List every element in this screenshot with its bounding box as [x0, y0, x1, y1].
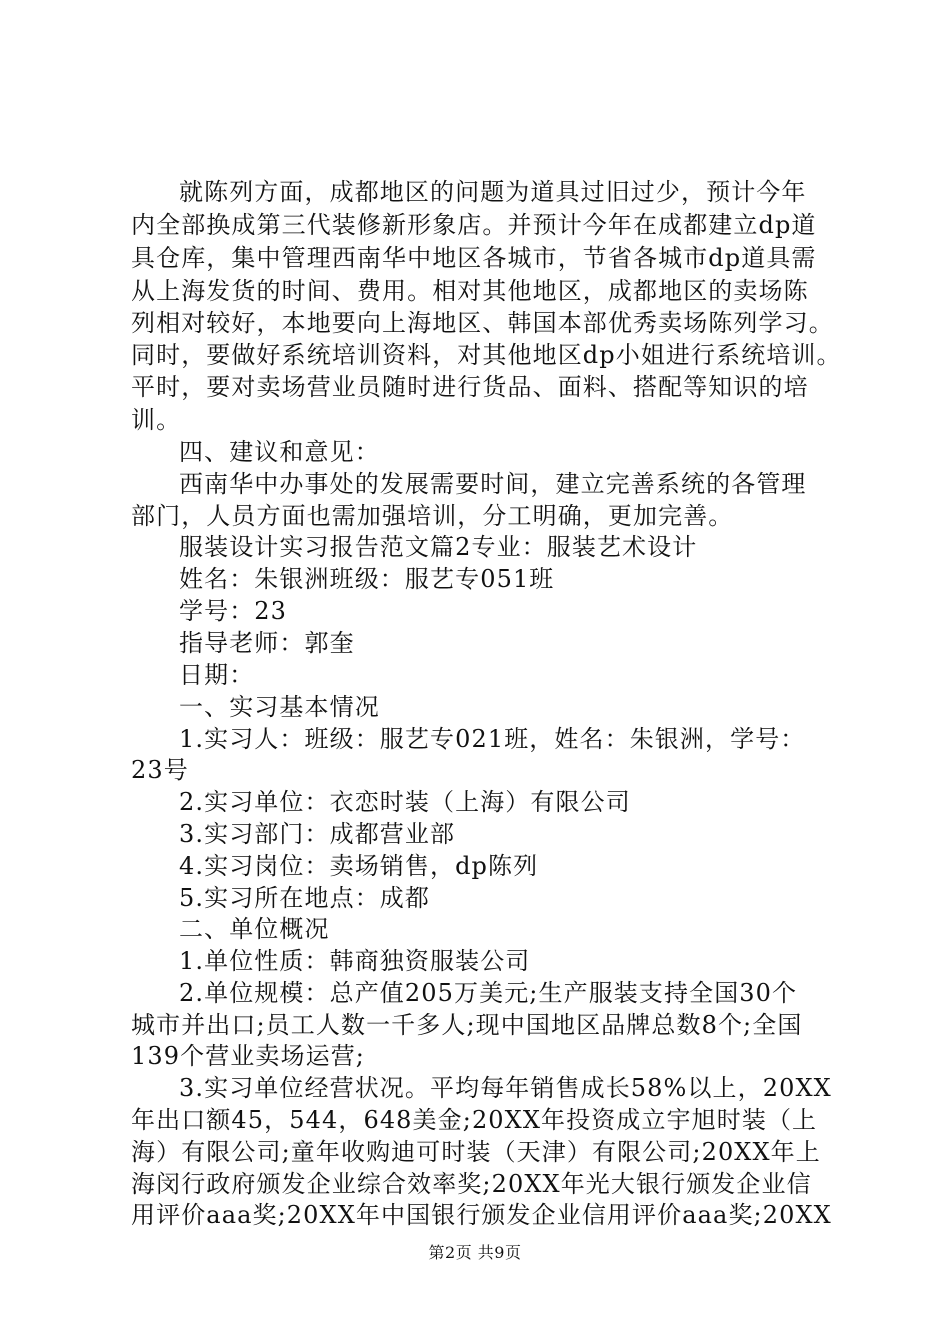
paragraph-line: 服装设计实习报告范文篇2专业：服装艺术设计 — [179, 533, 698, 561]
paragraph-line: 1.实习人：班级：服艺专021班，姓名：朱银洲，学号： — [179, 725, 806, 753]
paragraph-line: 日期： — [179, 661, 255, 689]
paragraph-line: 139个营业卖场运营; — [131, 1042, 365, 1070]
section-heading: 一、实习基本情况 — [179, 693, 380, 721]
paragraph-line: 3.实习单位经营状况。平均每年销售成长58%以上，20XX — [179, 1074, 832, 1102]
paragraph-line: 姓名：朱银洲班级：服艺专051班 — [179, 565, 555, 593]
paragraph-line: 指导老师：郭奎 — [179, 629, 355, 657]
paragraph-line: 3.实习部门：成都营业部 — [179, 820, 456, 848]
paragraph-line: 列相对较好，本地要向上海地区、韩国本部优秀卖场陈列学习。 — [131, 309, 834, 337]
paragraph-line: 从上海发货的时间、费用。相对其他地区，成都地区的卖场陈 — [131, 277, 809, 305]
section-heading: 二、单位概况 — [179, 915, 330, 943]
paragraph-line: 用评价aaa奖;20XX年中国银行颁发企业信用评价aaa奖;20XX — [131, 1201, 832, 1229]
paragraph-line: 2.实习单位：衣恋时装（上海）有限公司 — [179, 788, 631, 816]
paragraph-line: 就陈列方面，成都地区的问题为道具过旧过少，预计今年 — [179, 178, 807, 206]
paragraph-line: 训。 — [131, 406, 182, 434]
paragraph-line: 学号：23 — [179, 597, 288, 625]
paragraph-line: 海闵行政府颁发企业综合效率奖;20XX年光大银行颁发企业信 — [131, 1170, 812, 1198]
paragraph-line: 平时，要对卖场营业员随时进行货品、面料、搭配等知识的培 — [131, 373, 809, 401]
paragraph-line: 23号 — [131, 756, 189, 784]
paragraph-line: 4.实习岗位：卖场销售，dp陈列 — [179, 852, 539, 880]
paragraph-line: 同时，要做好系统培训资料，对其他地区dp小姐进行系统培训。 — [131, 341, 842, 369]
paragraph-line: 5.实习所在地点：成都 — [179, 884, 430, 912]
paragraph-line: 部门，人员方面也需加强培训，分工明确，更加完善。 — [131, 502, 734, 530]
paragraph-line: 海）有限公司;童年收购迪可时装（天津）有限公司;20XX年上 — [131, 1138, 821, 1166]
page-number-footer: 第2页 共9页 — [428, 1243, 522, 1262]
section-heading: 四、建议和意见： — [179, 438, 380, 466]
paragraph-line: 内全部换成第三代装修新形象店。并预计今年在成都建立dp道 — [131, 211, 817, 239]
paragraph-line: 西南华中办事处的发展需要时间，建立完善系统的各管理 — [179, 470, 807, 498]
paragraph-line: 2.单位规模：总产值205万美元;生产服装支持全国30个 — [179, 979, 798, 1007]
paragraph-line: 具仓库，集中管理西南华中地区各城市，节省各城市dp道具需 — [131, 244, 817, 272]
paragraph-line: 1.单位性质：韩商独资服装公司 — [179, 947, 531, 975]
paragraph-line: 年出口额45，544，648美金;20XX年投资成立宇旭时装（上 — [131, 1106, 818, 1134]
paragraph-line: 城市并出口;员工人数一千多人;现中国地区品牌总数8个;全国 — [131, 1011, 803, 1039]
